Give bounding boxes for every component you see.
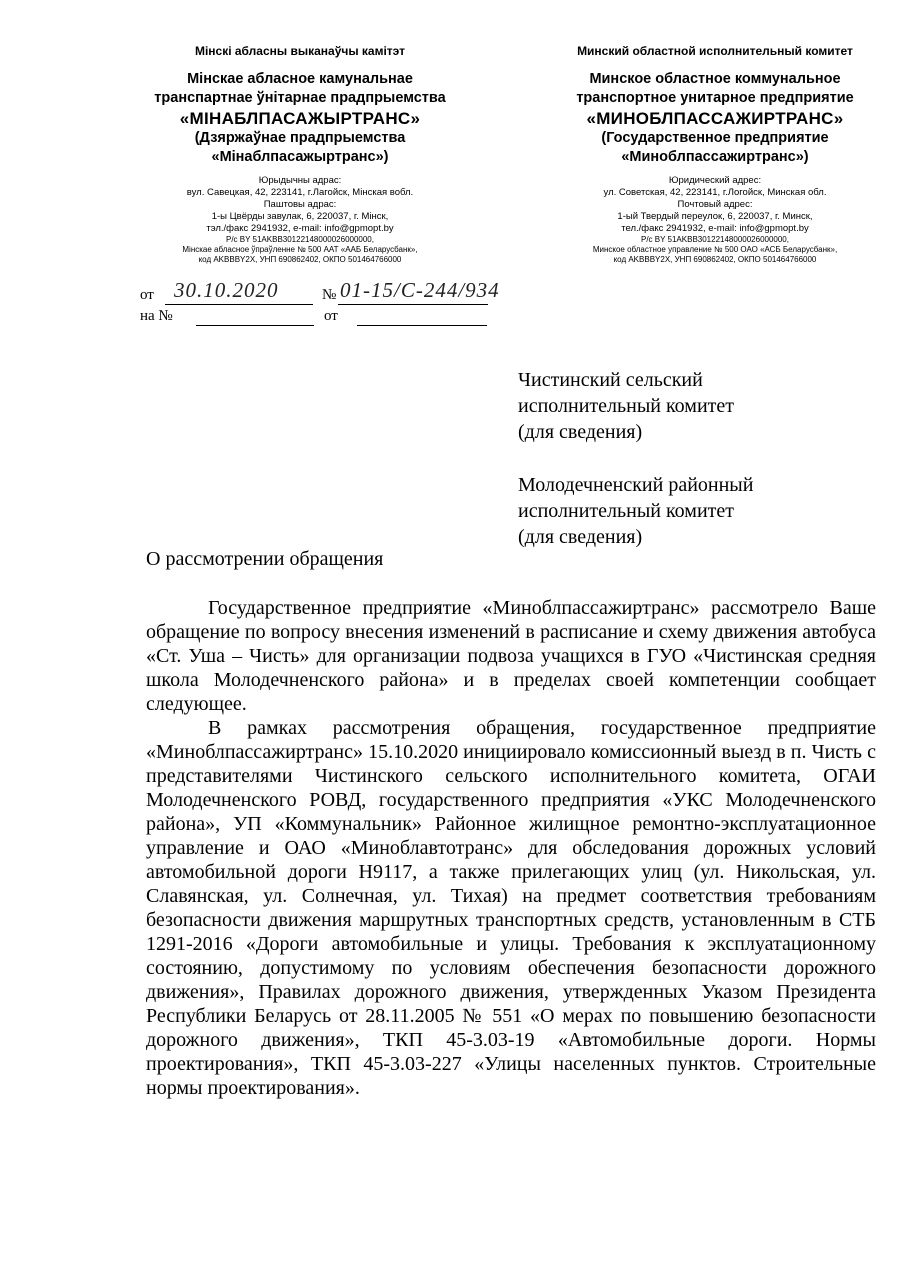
addressee-line: Чистинский сельский <box>518 369 703 391</box>
letterhead-russian <box>530 44 900 265</box>
reference-date-line <box>357 325 487 326</box>
state-enterprise-line1: (Дзяржаўнае прадпрыемства <box>194 130 406 146</box>
addressee-block <box>518 367 734 445</box>
body-paragraph: В рамках рассмотрения обращения, государственное предприятие «Миноблпассажиртранс» 15.10.2020 инициировало комиссионный выезд в п. Чисть с представителями Чистинского сельского исполнительного комитета, ОГАИ Молодечненского РОВД, государственного предприятия «УКС Молодечненского района», УП «Коммунальник» Районное жилищное ремонтно-эксплуатационное управление и ОАО «Миноблавтотранс» для обследования дорожных условий автомобильной дороги Н9117, а также прилегающих улиц (ул. Никольская, ул. Славянская, ул. Солнечная, ул. Тихая) на предмет соответствия требованиям безопасности движения маршрутных транспортных средств, установленным в СТБ 1291-2016 «Дороги автомобильные и улицы. Требования к эксплуатационному состоянию, допустимому по условиям обеспечения безопасности дорожного движения», Правилах дорожного движения, утвержденных Указом Президента Республики Беларусь от 28.11.2005 № 551 «О мерах по повышению безопасности дорожного движения», ТКП 45-3.03-19 «Автомобильные дороги. Нормы проектирования», ТКП 45-3.03-227 «Улицы населенных пунктов. Строительные нормы проектирования». <box>146 717 876 1099</box>
reference-from-label: от <box>324 308 338 324</box>
date-underline <box>165 304 313 305</box>
body-paragraph: Государственное предприятие «Миноблпассажиртранс» рассмотрело Ваше обращение по вопросу внесения изменений в расписание и схему движения автобуса «Ст. Уша – Чисть» для организации подвоза учащихся в ГУО «Чистинская средняя школа Молодечненского района» и в пределах своей компетенции сообщает следующее. <box>146 597 876 715</box>
org-name-line2: транспартнае ўнітарнае прадпрыемства <box>154 90 446 106</box>
bank-account: Р/с BY 51AKBB30122148000026000000, <box>226 235 374 244</box>
org-short-name: «МІНАБЛПАСАЖЫРТРАНС» <box>179 109 421 128</box>
handwritten-number: 01-15/С-244/934 <box>340 278 500 302</box>
reference-number-line <box>196 325 314 326</box>
addressee-note: (для сведения) <box>518 421 643 443</box>
legal-address-label: Юрыдычны адрас: <box>258 175 342 186</box>
addressee-line: Молодечненский районный <box>518 474 754 496</box>
legal-address-label: Юридический адрес: <box>668 175 762 186</box>
org-name-line1: Минское областное коммунальное <box>589 71 841 87</box>
postal-address: 1-ый Твердый переулок, 6, 220037, г. Минск, <box>617 211 813 222</box>
legal-address: ул. Советская, 42, 223141, г.Логойск, Минская обл. <box>603 187 827 198</box>
committee-name: Минский областной исполнительный комитет <box>577 44 853 58</box>
letter-subject: О рассмотрении обращения <box>146 548 384 570</box>
addressee-block <box>518 472 753 550</box>
org-name-line1: Мінскае абласное камунальнае <box>187 71 413 87</box>
postal-address-label: Паштовы адрас: <box>263 199 337 210</box>
bank-name: Мінскае абласное ўпраўленне № 500 ААТ «ААБ Беларусбанк», <box>182 245 418 254</box>
legal-address: вул. Савецкая, 42, 223141, г.Лагойск, Мінская вобл. <box>186 187 414 198</box>
from-label: от <box>140 287 154 303</box>
addressee-note: (для сведения) <box>518 526 643 548</box>
postal-address-label: Почтовый адрес: <box>677 199 753 210</box>
bank-codes: код AKBBBY2X, УНП 690862402, ОКПО 501464766000 <box>198 255 402 264</box>
committee-name: Мінскі абласны выканаўчы камітэт <box>194 44 406 58</box>
state-enterprise-line2: «Мінаблпасажыртранс») <box>211 149 389 165</box>
postal-address: 1-ы Цвёрды завулак, 6, 220037, г. Мінск, <box>211 211 389 222</box>
bank-name: Минское областное управление № 500 ОАО «АСБ Беларусбанк», <box>592 245 838 254</box>
contact-info: тел./факс 2941932, e-mail: info@gpmopt.by <box>621 223 809 234</box>
number-label: № <box>322 287 337 303</box>
contact-info: тэл./факс 2941932, e-mail: info@gpmopt.by <box>206 223 394 234</box>
handwritten-date: 30.10.2020 <box>174 278 279 302</box>
addressee-line: исполнительный комитет <box>518 500 735 522</box>
letter-body <box>146 596 876 1100</box>
bank-codes: код AKBBBY2X, УНП 690862402, ОКПО 501464766000 <box>613 255 817 264</box>
state-enterprise-line2: «Миноблпассажиртранс») <box>621 149 809 165</box>
bank-account: Р/с BY 51AKBB30122148000026000000, <box>641 235 789 244</box>
number-underline <box>338 304 488 305</box>
org-short-name: «МИНОБЛПАССАЖИРТРАНС» <box>586 109 844 128</box>
letterhead-belarusian <box>115 44 485 265</box>
org-name-line2: транспортное унитарное предприятие <box>576 90 854 106</box>
addressee-line: исполнительный комитет <box>518 395 735 417</box>
reference-label: на № <box>140 308 173 324</box>
state-enterprise-line1: (Государственное предприятие <box>601 130 829 146</box>
